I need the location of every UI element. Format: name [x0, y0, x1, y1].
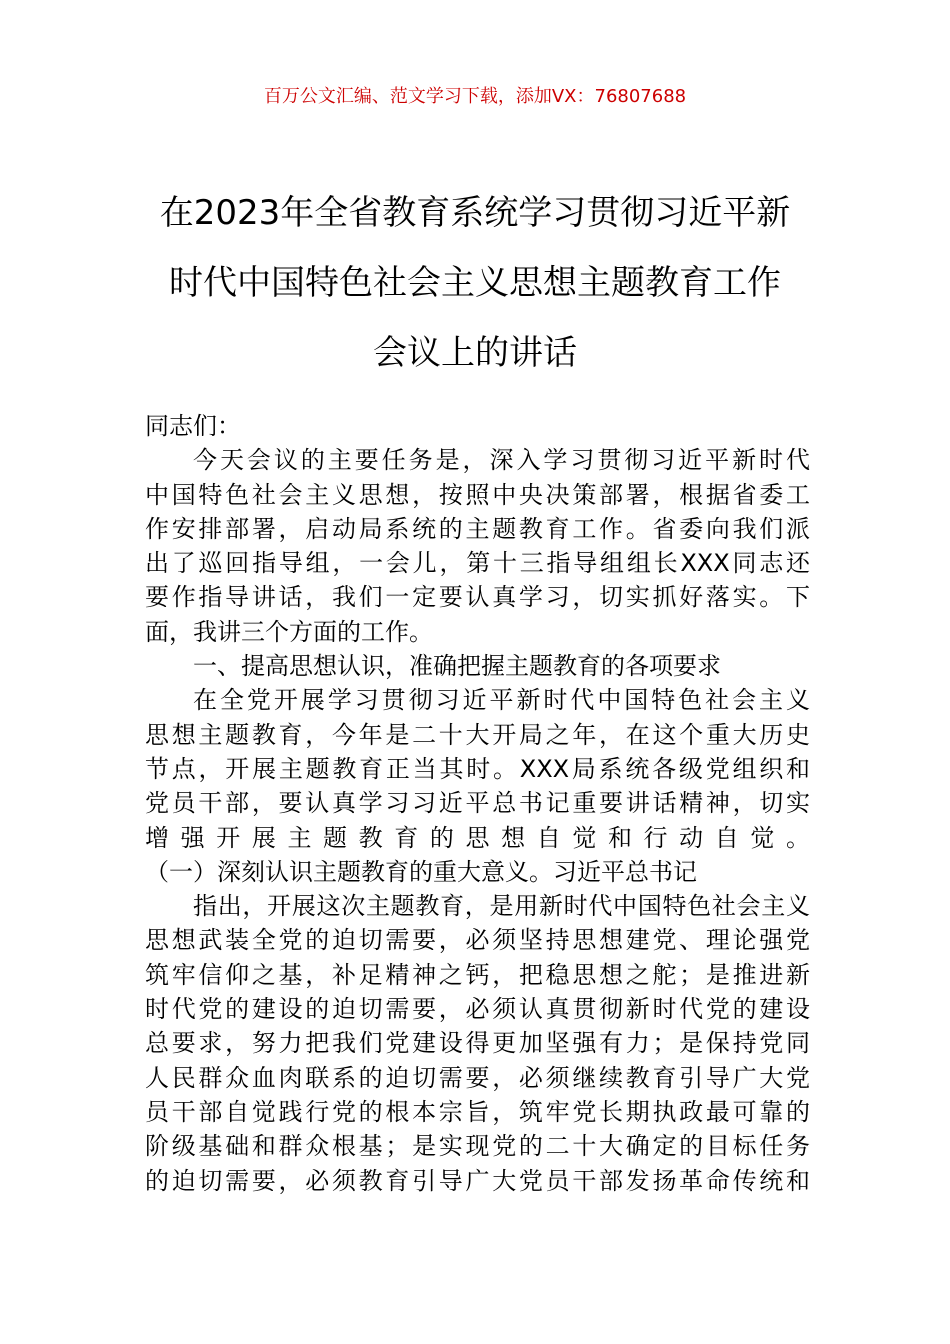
- body-line: 作安排部署，启动局系统的主题教育工作。省委向我们派: [145, 514, 810, 543]
- title-line-1: 在2023年全省教育系统学习贯彻习近平新: [159, 193, 791, 233]
- body-line: 今天会议的主要任务是，深入学习贯彻习近平新时代: [193, 446, 810, 475]
- document-body: [145, 409, 810, 1198]
- body-line: 出了巡回指导组，一会儿，第十三指导组组长XXX同志还: [145, 549, 810, 578]
- body-line: 时代党的建设的迫切需要，必须认真贯彻新时代党的建设: [145, 995, 810, 1024]
- body-line: 思想主题教育，今年是二十大开局之年，在这个重大历史: [145, 720, 810, 749]
- body-line: 阶级基础和群众根基；是实现党的二十大确定的目标任务: [145, 1132, 810, 1161]
- body-line: 要作指导讲话，我们一定要认真学习，切实抓好落实。下: [145, 583, 810, 612]
- body-line: 党员干部，要认真学习习近平总书记重要讲话精神，切实: [145, 789, 810, 818]
- body-line: 筑牢信仰之基，补足精神之钙，把稳思想之舵；是推进新: [145, 960, 810, 989]
- body-line: 总要求，努力把我们党建设得更加坚强有力；是保持党同: [145, 1029, 810, 1058]
- title-line-2: 时代中国特色社会主义思想主题教育工作: [169, 263, 781, 303]
- watermark-banner: 百万公文汇编、范文学习下载，添加VX：76807688: [263, 86, 687, 107]
- body-line: 增强开展主题教育的思想自觉和行动自觉。: [145, 823, 810, 852]
- body-line: 思想武装全党的迫切需要，必须坚持思想建党、理论强党: [145, 926, 810, 955]
- body-line: 的迫切需要，必须教育引导广大党员干部发扬革命传统和: [145, 1166, 810, 1195]
- body-line: 员干部自觉践行党的根本宗旨，筑牢党长期执政最可靠的: [145, 1097, 810, 1126]
- body-line: 节点，开展主题教育正当其时。XXX局系统各级党组织和: [145, 754, 810, 783]
- section-heading: 一、提高思想认识，准确把握主题教育的各项要求: [193, 652, 721, 681]
- body-line: 指出，开展这次主题教育，是用新时代中国特色社会主义: [193, 892, 810, 921]
- body-line: 在全党开展学习贯彻习近平新时代中国特色社会主义: [193, 686, 810, 715]
- title-line-3: 会议上的讲话: [373, 333, 577, 373]
- document-title: [130, 178, 820, 388]
- body-line: 中国特色社会主义思想，按照中央决策部署，根据省委工: [145, 480, 810, 509]
- body-line: （一）深刻认识主题教育的重大意义。习近平总书记: [145, 857, 697, 886]
- body-line: 人民群众血肉联系的迫切需要，必须继续教育引导广大党: [145, 1063, 810, 1092]
- salutation: 同志们：: [145, 412, 241, 440]
- body-line: 面，我讲三个方面的工作。: [145, 617, 433, 646]
